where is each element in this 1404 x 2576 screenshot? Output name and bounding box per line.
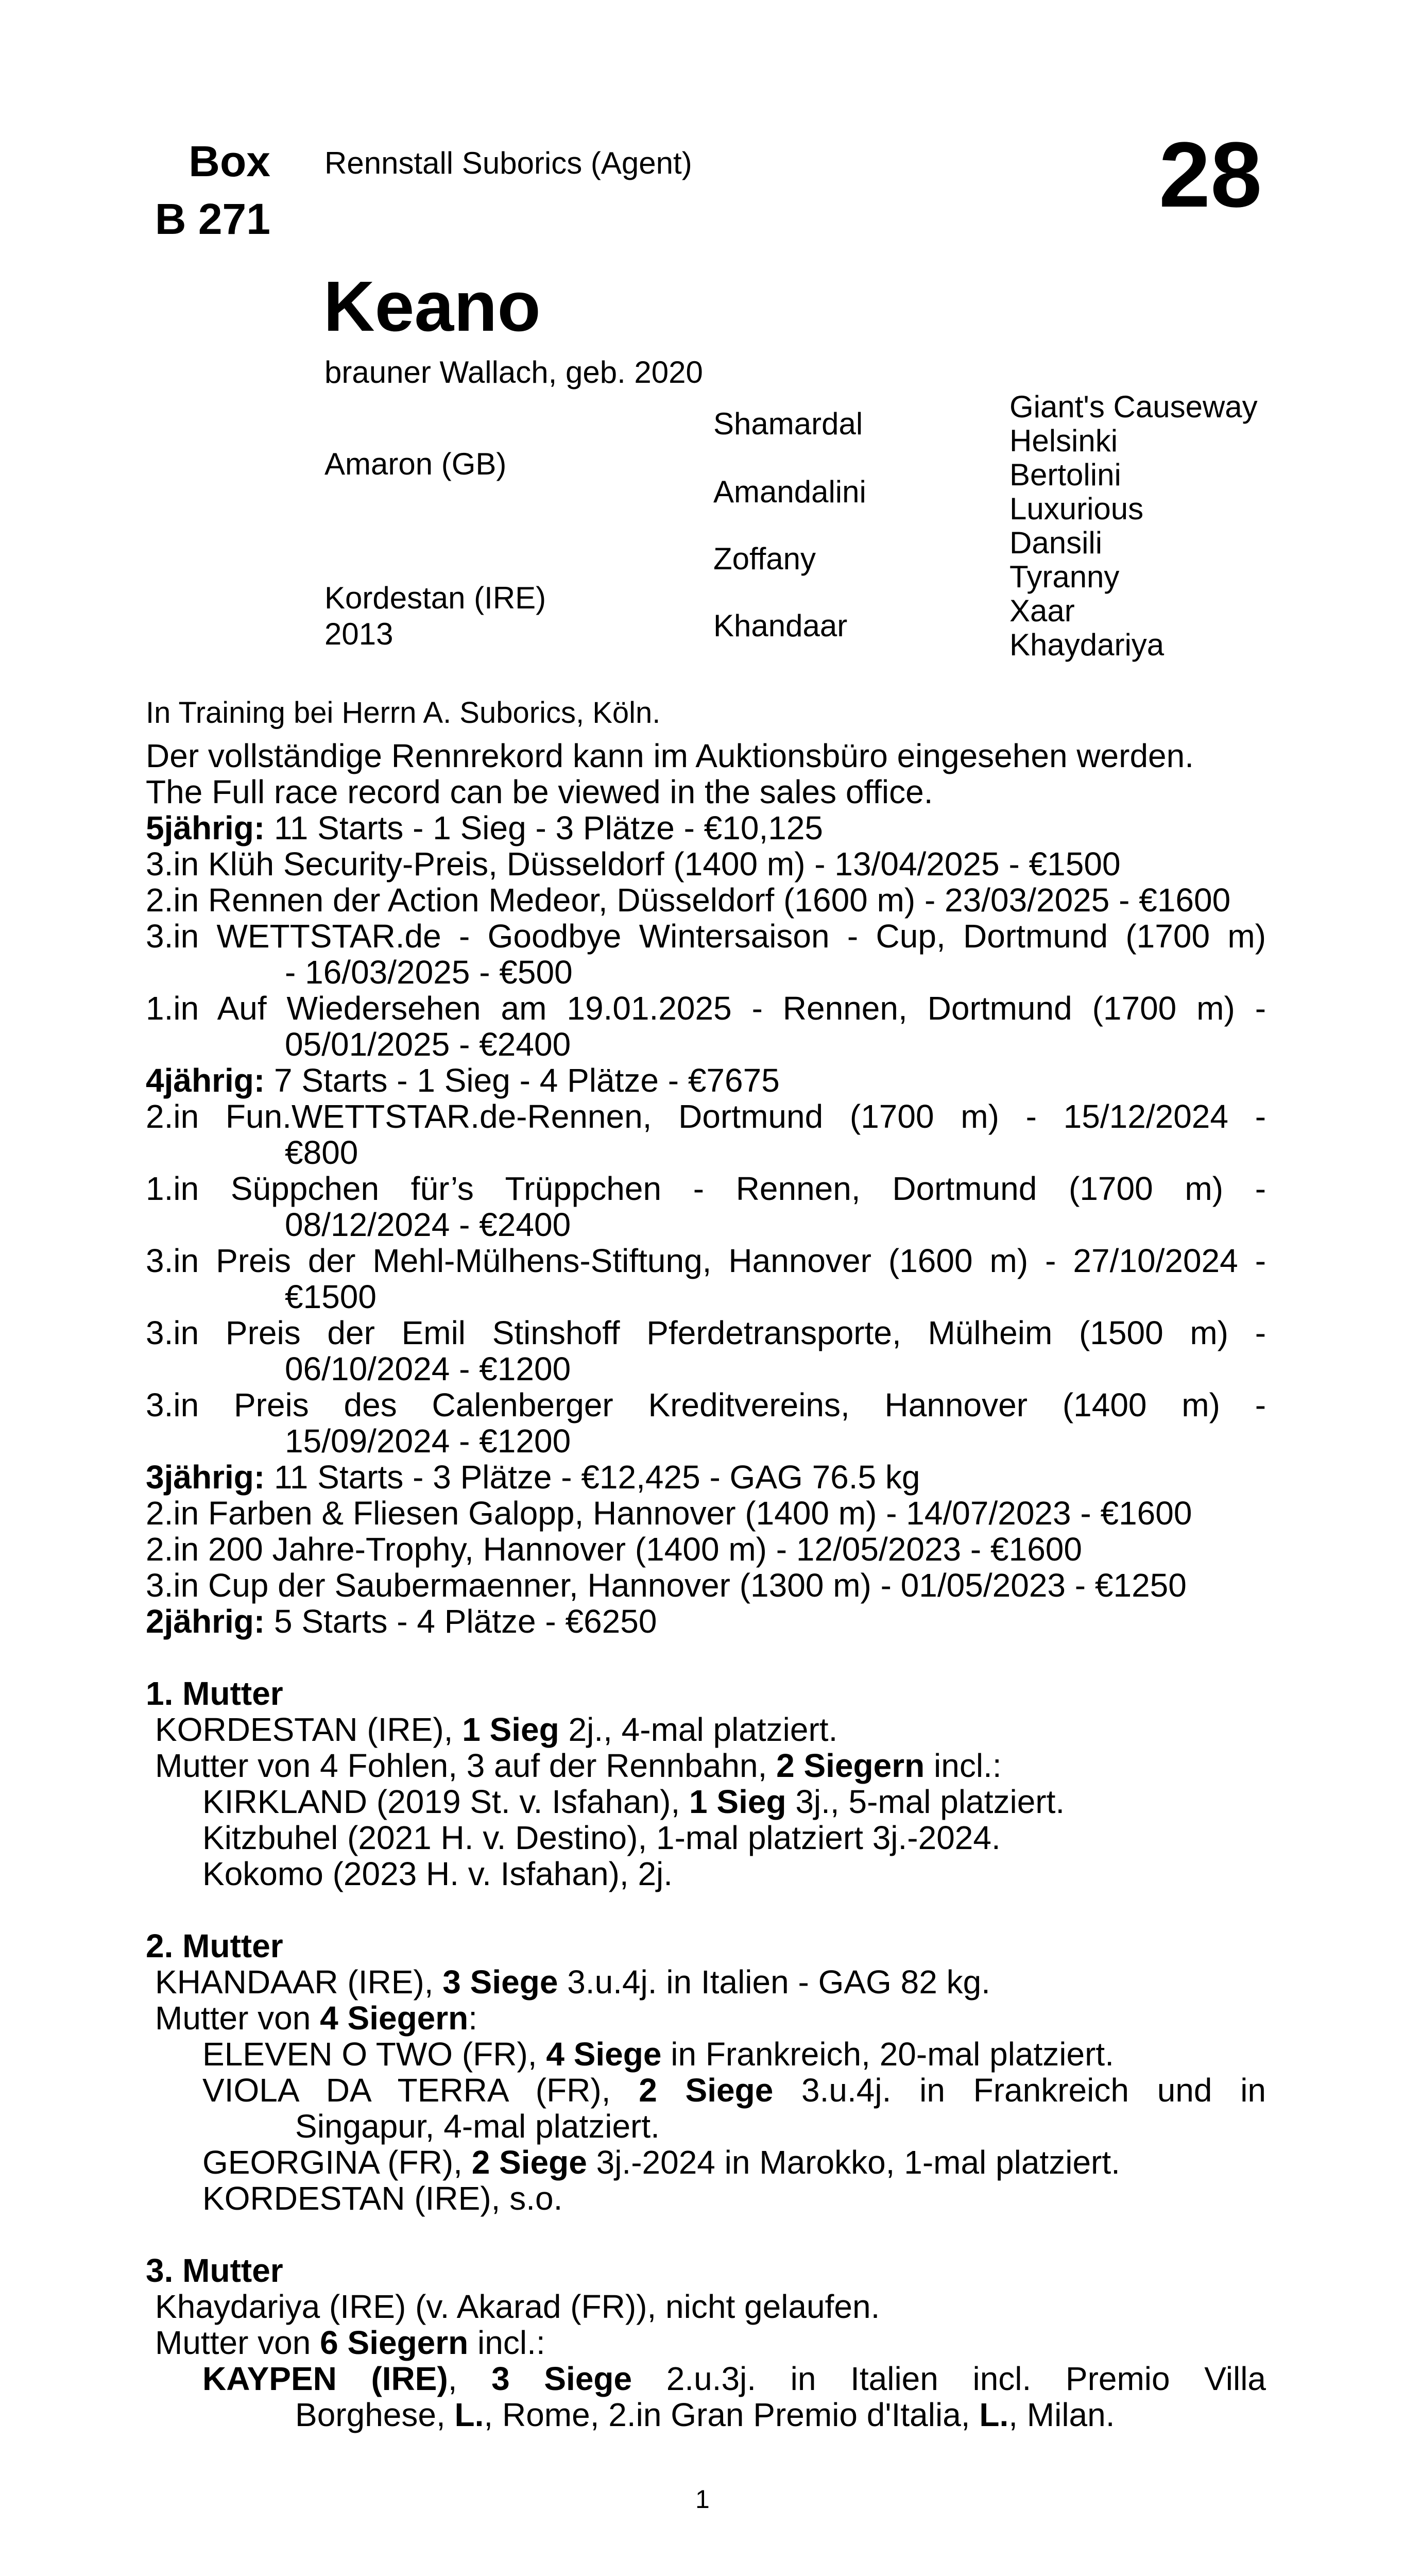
dam-line: Mutter von 4 Siegern: xyxy=(155,1999,478,2037)
dam-heading: 1. Mutter xyxy=(146,1675,283,1712)
record-intro: The Full race record can be viewed in the sales office. xyxy=(146,773,933,810)
offspring-line-continued: Borghese, L., Rome, 2.in Gran Premio d'Italia, L., Milan. xyxy=(295,2396,1115,2433)
race-line-continued: 08/12/2024 - €2400 xyxy=(285,1206,571,1243)
offspring-line: KAYPEN (IRE), 3 Siege 2.u.3j. in Italien incl. Premio Villa xyxy=(202,2360,1266,2397)
offspring-line: KIRKLAND (2019 St. v. Isfahan), 1 Sieg 3j., 5-mal platziert. xyxy=(202,1783,1065,1820)
race-line-continued: - 16/03/2025 - €500 xyxy=(285,954,573,991)
age-label: 2jährig: xyxy=(146,1603,265,1640)
age-label: 5jährig: xyxy=(146,809,265,846)
race-record-and-family xyxy=(146,738,1266,2433)
race-line-continued: 06/10/2024 - €1200 xyxy=(285,1350,571,1387)
race-line: 2.in Farben & Fliesen Galopp, Hannover (1400 m) - 14/07/2023 - €1600 xyxy=(146,1495,1192,1532)
age-summary: 2jährig: 5 Starts - 4 Plätze - €6250 xyxy=(146,1603,657,1640)
pedigree-dam: Kordestan (IRE) xyxy=(324,581,546,615)
race-line-continued: 15/09/2024 - €1200 xyxy=(285,1422,571,1460)
offspring-line: Kitzbuhel (2021 H. v. Destino), 1-mal platziert 3j.-2024. xyxy=(202,1819,1001,1856)
training-note: In Training bei Herrn A. Suborics, Köln. xyxy=(146,696,661,730)
race-line: 1.in Auf Wiedersehen am 19.01.2025 - Rennen, Dortmund (1700 m) - xyxy=(146,990,1266,1027)
race-line: 2.in Fun.WETTSTAR.de-Rennen, Dortmund (1700 m) - 15/12/2024 - xyxy=(146,1098,1266,1135)
pedigree-gen3: Tyranny xyxy=(1009,560,1120,594)
pedigree-gen3: Xaar xyxy=(1009,594,1075,628)
pedigree-dam-dam: Khandaar xyxy=(713,608,848,643)
pedigree-sire: Amaron (GB) xyxy=(324,447,507,481)
age-summary: 5jährig: 11 Starts - 1 Sieg - 3 Plätze - €10,125 xyxy=(146,809,823,846)
lot-number: 28 xyxy=(1159,123,1262,227)
pedigree-gen3: Bertolini xyxy=(1009,457,1121,492)
pedigree-gen3: Dansili xyxy=(1009,526,1103,560)
horse-description: brauner Wallach, geb. 2020 xyxy=(324,355,703,389)
offspring-line: VIOLA DA TERRA (FR), 2 Siege 3.u.4j. in Frankreich und in xyxy=(202,2072,1266,2109)
race-line-continued: €800 xyxy=(285,1134,358,1171)
age-label: 3jährig: xyxy=(146,1459,265,1496)
pedigree-gen3: Giant's Causeway xyxy=(1009,389,1258,424)
race-line: 3.in Cup der Saubermaenner, Hannover (1300 m) - 01/05/2023 - €1250 xyxy=(146,1567,1187,1604)
pedigree-gen3: Helsinki xyxy=(1009,423,1118,458)
pedigree-dam-sire: Zoffany xyxy=(713,541,816,576)
race-line: 3.in Preis der Mehl-Mülhens-Stiftung, Hannover (1600 m) - 27/10/2024 - xyxy=(146,1242,1266,1279)
offspring-line: ELEVEN O TWO (FR), 4 Siege in Frankreich, 20-mal platziert. xyxy=(202,2036,1114,2073)
race-line: 3.in WETTSTAR.de - Goodbye Wintersaison - Cup, Dortmund (1700 m) xyxy=(146,918,1266,955)
offspring-line: GEORGINA (FR), 2 Siege 3j.-2024 in Marokko, 1-mal platziert. xyxy=(202,2144,1120,2181)
race-line: 3.in Klüh Security-Preis, Düsseldorf (1400 m) - 13/04/2025 - €1500 xyxy=(146,845,1121,883)
offspring-line: KORDESTAN (IRE), s.o. xyxy=(202,2180,563,2217)
race-line: 3.in Preis der Emil Stinshoff Pferdetransporte, Mülheim (1500 m) - xyxy=(146,1314,1266,1351)
pedigree-sire-dam: Amandalini xyxy=(713,474,866,509)
box-number: B 271 xyxy=(155,195,270,243)
pedigree-gen3: Khaydariya xyxy=(1009,628,1165,662)
dam-heading: 2. Mutter xyxy=(146,1927,283,1964)
age-summary: 3jährig: 11 Starts - 3 Plätze - €12,425 - GAG 76.5 kg xyxy=(146,1459,920,1496)
race-line: 3.in Preis des Calenberger Kreditvereins, Hannover (1400 m) - xyxy=(146,1386,1266,1423)
dam-heading: 3. Mutter xyxy=(146,2252,283,2289)
horse-name: Keano xyxy=(323,267,541,346)
race-line: 2.in 200 Jahre-Trophy, Hannover (1400 m) - 12/05/2023 - €1600 xyxy=(146,1531,1082,1568)
dam-line: Mutter von 6 Siegern incl.: xyxy=(155,2324,545,2361)
offspring-line: Kokomo (2023 H. v. Isfahan), 2j. xyxy=(202,1855,673,1892)
age-summary: 4jährig: 7 Starts - 1 Sieg - 4 Plätze - €7675 xyxy=(146,1062,780,1099)
box-label: Box xyxy=(189,137,270,185)
pedigree-dam-year: 2013 xyxy=(324,617,393,651)
record-intro: Der vollständige Rennrekord kann im Auktionsbüro eingesehen werden. xyxy=(146,737,1194,774)
dam-line: KHANDAAR (IRE), 3 Siege 3.u.4j. in Italien - GAG 82 kg. xyxy=(155,1963,990,2001)
race-line-continued: 05/01/2025 - €2400 xyxy=(285,1026,571,1063)
dam-line: Khaydariya (IRE) (v. Akarad (FR)), nicht gelaufen. xyxy=(155,2288,880,2325)
race-line: 1.in Süppchen für’s Trüppchen - Rennen, Dortmund (1700 m) - xyxy=(146,1170,1266,1207)
dam-line: Mutter von 4 Fohlen, 3 auf der Rennbahn, 2 Siegern incl.: xyxy=(155,1747,1002,1784)
page-number: 1 xyxy=(695,2485,710,2514)
age-label: 4jährig: xyxy=(146,1062,265,1099)
race-line-continued: €1500 xyxy=(285,1278,376,1315)
pedigree-sire-sire: Shamardal xyxy=(713,406,863,441)
pedigree-gen3: Luxurious xyxy=(1009,492,1144,526)
race-line: 2.in Rennen der Action Medeor, Düsseldorf (1600 m) - 23/03/2025 - €1600 xyxy=(146,882,1231,919)
offspring-line-continued: Singapur, 4-mal platziert. xyxy=(295,2108,660,2145)
dam-line: KORDESTAN (IRE), 1 Sieg 2j., 4-mal platziert. xyxy=(155,1711,838,1748)
consignor: Rennstall Suborics (Agent) xyxy=(324,146,692,180)
